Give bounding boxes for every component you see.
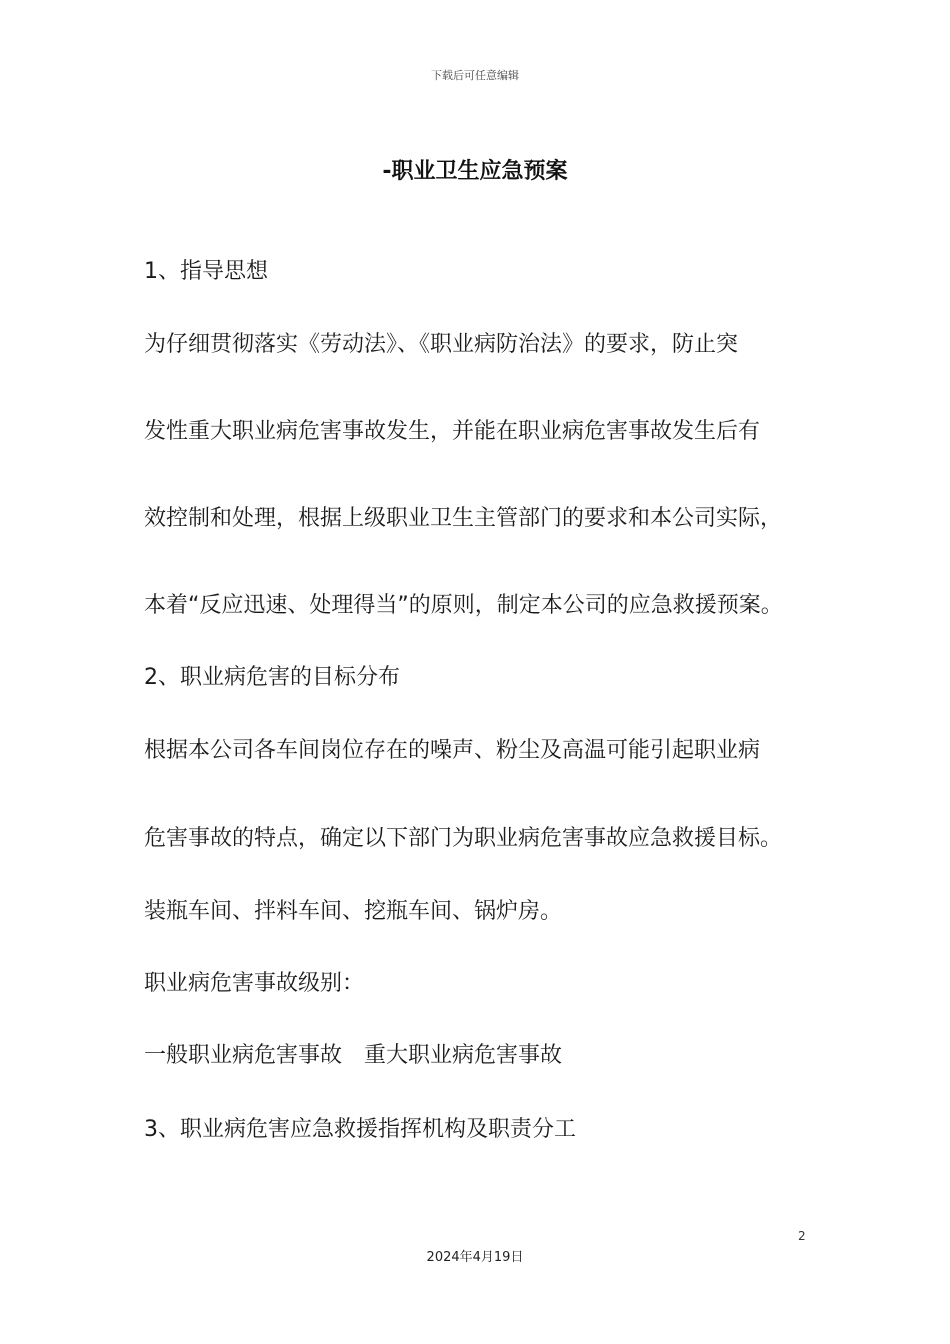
level-general: 一般职业病危害事故 — [144, 1043, 343, 1068]
paragraph-line: 危害事故的特点，确定以下部门为职业病危害事故应急救援目标。 — [144, 826, 783, 851]
section-heading-guiding-principle: 1、指导思想 — [144, 259, 268, 284]
paragraph-line: 根据本公司各车间岗位存在的噪声、粉尘及高温可能引起职业病 — [144, 738, 761, 763]
paragraph-line: 效控制和处理，根据上级职业卫生主管部门的要求和本公司实际， — [144, 506, 783, 531]
workshop-list: 装瓶车间、拌料车间、挖瓶车间、锅炉房。 — [144, 899, 563, 924]
section-heading-command-structure: 3、职业病危害应急救援指挥机构及职责分工 — [144, 1117, 576, 1142]
header-note: 下载后可任意编辑 — [431, 69, 519, 82]
accident-level-label: 职业病危害事故级别： — [144, 971, 365, 996]
paragraph-line: 发性重大职业病危害事故发生，并能在职业病危害事故发生后有 — [144, 419, 761, 444]
section-heading-target-distribution: 2、职业病危害的目标分布 — [144, 665, 400, 690]
document-title: -职业卫生应急预案 — [382, 159, 568, 184]
level-major: 重大职业病危害事故 — [364, 1043, 563, 1068]
page-number: 2 — [798, 1229, 806, 1243]
paragraph-line: 本着“反应迅速、处理得当”的原则，制定本公司的应急救援预案。 — [144, 593, 783, 618]
accident-levels — [144, 1041, 562, 1071]
footer-date: 2024年4月19日 — [426, 1250, 524, 1265]
paragraph-line: 为仔细贯彻落实《劳动法》、《职业病防治法》的要求，防止突 — [144, 332, 739, 357]
